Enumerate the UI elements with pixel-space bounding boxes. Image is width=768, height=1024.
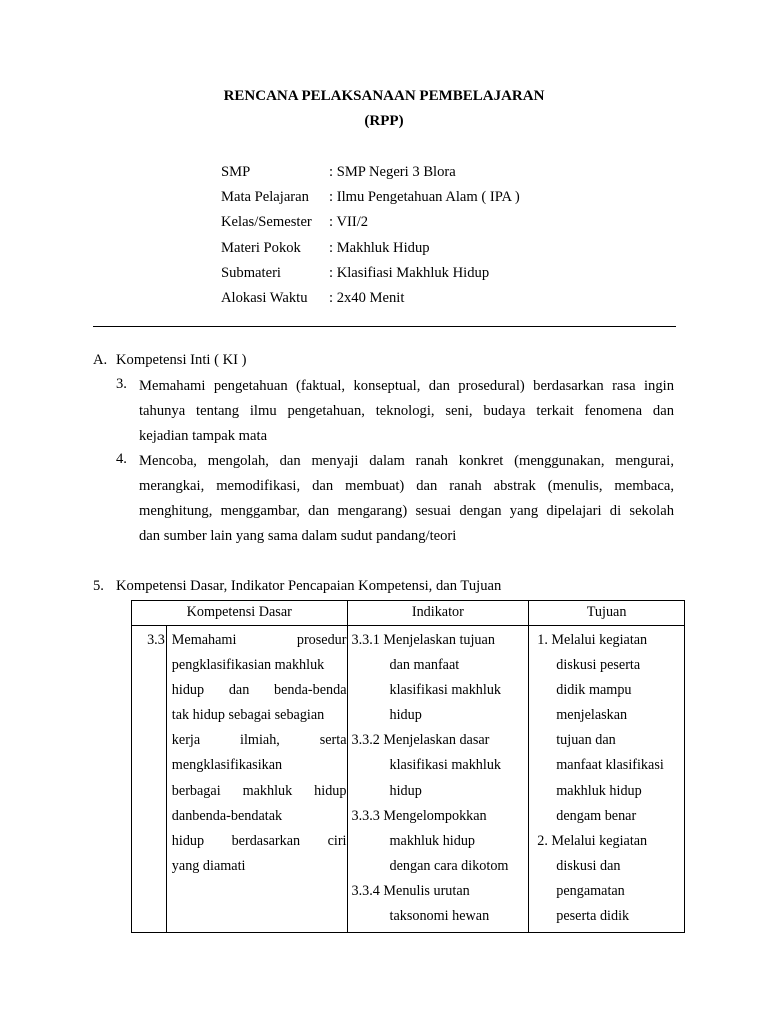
indikator-cell bbox=[347, 626, 529, 933]
tujuan-item bbox=[529, 831, 684, 856]
header-kompetensi-dasar: Kompetensi Dasar bbox=[132, 601, 348, 626]
indikator-text: Menjelaskan dasar bbox=[383, 732, 490, 749]
identity-block bbox=[221, 162, 520, 313]
indikator-item bbox=[348, 881, 529, 906]
tujuan-number: 2. bbox=[537, 832, 548, 849]
ki-item-number: 3. bbox=[116, 376, 127, 392]
tujuan-cell bbox=[529, 626, 685, 933]
table-header-row bbox=[132, 601, 685, 626]
indikator-line: hidup bbox=[389, 707, 422, 724]
kd-line: tak hidup sebagai sebagian bbox=[171, 707, 325, 724]
tujuan-line: menjelaskan bbox=[556, 707, 628, 724]
tujuan-text: Melalui kegiatan bbox=[551, 632, 648, 648]
indikator-text: Mengelompokkan bbox=[383, 807, 487, 824]
identity-row bbox=[221, 212, 520, 237]
header-indikator: Indikator bbox=[347, 601, 529, 626]
kd-number-cell bbox=[132, 626, 167, 933]
indikator-number: 3.3.3 bbox=[351, 807, 380, 824]
kd-line: hidup dan benda-benda bbox=[171, 682, 347, 699]
kd-line: hidup berdasarkan ciri bbox=[171, 832, 347, 849]
ki-text-line: menghitung, menggambar, dan mengarang) sesuai dengan yang dipelajari di sekolah bbox=[139, 503, 674, 519]
identity-value: : 2x40 Menit bbox=[329, 289, 405, 306]
tujuan-line: dengam benar bbox=[556, 807, 637, 824]
tujuan-line: pengamatan bbox=[556, 882, 625, 899]
ki-item-text bbox=[139, 376, 674, 451]
document-subtitle: (RPP) bbox=[364, 113, 404, 129]
indikator-line: klasifikasi makhluk bbox=[389, 757, 502, 774]
indikator-item bbox=[348, 630, 529, 655]
section-a-title: Kompetensi Inti ( KI ) bbox=[116, 352, 247, 368]
ki-text-line: kejadian tampak mata bbox=[139, 428, 268, 444]
indikator-text: Menulis urutan bbox=[383, 882, 470, 899]
tujuan-line: diskusi dan bbox=[556, 857, 621, 874]
competency-table bbox=[131, 600, 685, 933]
tujuan-line: manfaat klasifikasi bbox=[556, 757, 664, 774]
indikator-line: klasifikasi makhluk bbox=[389, 682, 502, 699]
document-title: RENCANA PELAKSANAAN PEMBELAJARAN bbox=[223, 88, 545, 104]
tujuan-line: diskusi peserta bbox=[556, 657, 641, 674]
identity-label: SMP bbox=[221, 164, 251, 180]
identity-value: : Klasifiasi Makhluk Hidup bbox=[329, 264, 490, 281]
identity-row bbox=[221, 187, 520, 212]
indikator-line: hidup bbox=[389, 782, 422, 799]
indikator-line: taksonomi hewan bbox=[389, 908, 490, 925]
identity-label: Alokasi Waktu bbox=[221, 289, 308, 306]
ki-text-line: Memahami pengetahuan (faktual, konseptual, dan prosedural) berdasarkan rasa ingin bbox=[139, 378, 674, 394]
identity-value: : VII/2 bbox=[329, 214, 369, 231]
horizontal-divider bbox=[93, 326, 676, 327]
indikator-item bbox=[348, 730, 529, 755]
identity-row bbox=[221, 238, 520, 263]
identity-row bbox=[221, 263, 520, 288]
kd-line: danbenda-bendatak bbox=[171, 807, 283, 824]
section-5-marker: 5. bbox=[93, 578, 104, 594]
ki-text-line: merangkai, memodifikasi, dan membuat) dan ranah abstrak (menulis, membaca, bbox=[139, 478, 674, 494]
identity-row bbox=[221, 288, 520, 313]
kd-line: berbagai makhluk hidup bbox=[171, 782, 347, 799]
tujuan-item bbox=[529, 630, 684, 655]
kd-line: mengklasifikasikan bbox=[171, 757, 283, 774]
identity-value: : SMP Negeri 3 Blora bbox=[329, 164, 456, 180]
indikator-item bbox=[348, 806, 529, 831]
identity-label: Submateri bbox=[221, 264, 281, 281]
kd-line: yang diamati bbox=[171, 857, 246, 874]
tujuan-text: Melalui kegiatan bbox=[551, 832, 648, 849]
identity-label: Kelas/Semester bbox=[221, 214, 312, 231]
indikator-text: Menjelaskan tujuan bbox=[383, 632, 495, 648]
indikator-line: dan manfaat bbox=[389, 657, 460, 674]
indikator-line: dengan cara dikotom bbox=[389, 857, 509, 874]
identity-label: Mata Pelajaran bbox=[221, 189, 309, 206]
tujuan-number: 1. bbox=[537, 632, 548, 648]
table-row bbox=[132, 626, 685, 933]
kd-text-cell bbox=[166, 626, 347, 933]
tujuan-line: tujuan dan bbox=[556, 732, 616, 749]
identity-value: : Ilmu Pengetahuan Alam ( IPA ) bbox=[329, 189, 520, 206]
kd-line: pengklasifikasian makhluk bbox=[171, 657, 325, 674]
tujuan-line: didik mampu bbox=[556, 682, 632, 699]
tujuan-line: peserta didik bbox=[556, 908, 630, 925]
kd-number: 3.3 bbox=[147, 632, 165, 648]
ki-text-line: dan sumber lain yang sama dalam sudut pandang/teori bbox=[139, 528, 457, 544]
kd-line: Memahami prosedur bbox=[171, 632, 347, 648]
ki-item-text bbox=[139, 451, 674, 551]
tujuan-line: makhluk hidup bbox=[556, 782, 642, 799]
identity-value: : Makhluk Hidup bbox=[329, 239, 430, 256]
identity-row bbox=[221, 162, 520, 187]
kd-line: kerja ilmiah, serta bbox=[171, 732, 347, 749]
indikator-number: 3.3.1 bbox=[351, 632, 380, 648]
ki-text-line: tahunya tentang ilmu pengetahuan, teknologi, seni, budaya terkait fenomena dan bbox=[139, 403, 674, 419]
identity-label: Materi Pokok bbox=[221, 239, 301, 256]
header-tujuan: Tujuan bbox=[529, 601, 685, 626]
section-5-title: Kompetensi Dasar, Indikator Pencapaian Kompetensi, dan Tujuan bbox=[116, 578, 502, 594]
indikator-line: makhluk hidup bbox=[389, 832, 476, 849]
section-a-marker: A. bbox=[93, 352, 108, 368]
ki-item-number: 4. bbox=[116, 451, 127, 467]
ki-text-line: Mencoba, mengolah, dan menyaji dalam ranah konkret (menggunakan, mengurai, bbox=[139, 453, 674, 469]
indikator-number: 3.3.2 bbox=[351, 732, 380, 749]
indikator-number: 3.3.4 bbox=[351, 882, 380, 899]
